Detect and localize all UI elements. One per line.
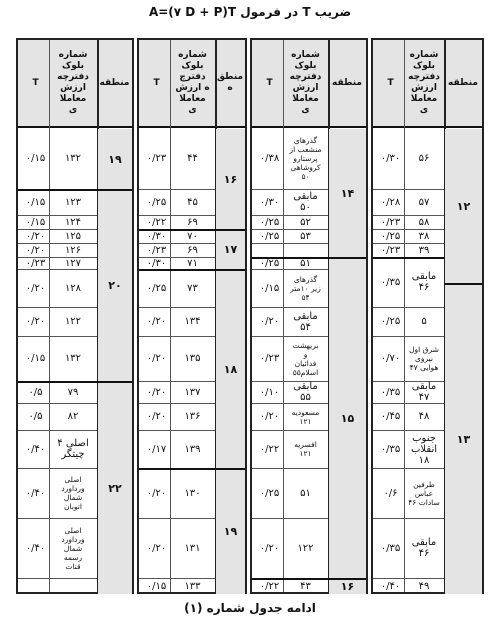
table-block bbox=[371, 38, 484, 594]
block-number-cell: ۷۹ bbox=[67, 386, 79, 398]
region-cell: ۱۷ bbox=[216, 230, 245, 269]
t-value-cell: ۰/۷۰ bbox=[380, 353, 401, 364]
t-value-cell: ۰/۲۳ bbox=[380, 216, 401, 228]
t-value-cell bbox=[18, 578, 53, 594]
t-value-cell: ۰/۲۳ bbox=[259, 353, 280, 364]
block-number-cell: ۵۲ bbox=[300, 216, 311, 228]
t-value-cell: ۰/۲۰ bbox=[146, 316, 167, 327]
t-value-cell: ۰/۶ bbox=[383, 487, 398, 499]
column-header-region: منطق ه bbox=[215, 40, 245, 126]
t-value-cell: ۰/۲۲ bbox=[259, 443, 280, 455]
column-header-t: T bbox=[252, 40, 287, 126]
region-divider bbox=[328, 257, 366, 259]
region-cell: ۱۹ bbox=[98, 129, 132, 189]
t-value-cell: ۰/۱۵ bbox=[25, 196, 46, 208]
t-value-cell: ۰/۲۰ bbox=[25, 244, 46, 256]
t-value-cell: ۰/۱۷ bbox=[146, 443, 167, 455]
block-number-cell: ۶۹ bbox=[187, 216, 198, 228]
block-number-cell: ۱۳۳ bbox=[184, 580, 201, 592]
t-value-cell: ۰/۲۸ bbox=[380, 196, 401, 208]
t-value-cell: ۰/۲۵ bbox=[380, 230, 401, 242]
column-header-region: منطقه bbox=[97, 40, 132, 126]
t-value-cell: ۰/۲۰ bbox=[259, 542, 280, 554]
block-number-cell: ۷۳ bbox=[187, 282, 198, 294]
column-header-t: T bbox=[139, 40, 174, 126]
block-number-cell: طرفین عباس سادات ۴۶ bbox=[408, 479, 440, 507]
t-value-cell: ۰/۱۵ bbox=[25, 153, 46, 164]
block-number-cell: ۱۲۲ bbox=[64, 316, 82, 327]
t-value-cell: ۰/۲۰ bbox=[259, 411, 280, 422]
t-value-cell: ۰/۱۵ bbox=[25, 216, 46, 228]
block-number-cell: ۱۲۲ bbox=[297, 542, 314, 554]
page-title: ضریب T در فرمول A=(۷ D + P)T bbox=[148, 5, 352, 19]
t-value-cell: ۰/۲۲ bbox=[259, 580, 280, 592]
t-value-cell: ۰/۳۰ bbox=[259, 196, 280, 208]
block-number-cell: مابقی ۵۴ bbox=[293, 310, 318, 333]
block-number-cell: ۱۲۷ bbox=[64, 257, 82, 269]
block-number-cell: ۶۹ bbox=[187, 244, 198, 256]
block-number-cell: ۱۳۷ bbox=[184, 386, 201, 398]
t-value-cell: ۰/۲۰ bbox=[25, 230, 46, 242]
column-header-block: شماره بلوک دفترچ ه ارزش معاملا ی bbox=[170, 40, 215, 126]
block-number-cell: مابقی ۴۶ bbox=[411, 537, 437, 559]
t-value-cell: ۰/۴۵ bbox=[380, 411, 401, 422]
block-number-cell: ۴۵ bbox=[187, 196, 198, 208]
column-header-block: شماره بلوک دفترچه ارزش معاملا ی bbox=[283, 40, 328, 126]
region-cell: ۱۲ bbox=[445, 129, 482, 283]
block-number-cell: ۳۸ bbox=[418, 230, 430, 242]
t-value-cell: ۰/۲۰ bbox=[259, 316, 280, 327]
block-number-cell: ۸۲ bbox=[67, 411, 79, 422]
block-number-cell: جنوب انقلاب ۱۸ bbox=[411, 432, 438, 466]
region-cell: ۱۸ bbox=[216, 270, 245, 468]
block-number-cell: مابقی ۵۵ bbox=[293, 381, 318, 403]
block-number-cell: ۷۱ bbox=[187, 257, 198, 269]
t-value-cell: ۰/۱۵ bbox=[25, 353, 46, 364]
column-header-block: شماره بلوک دفترچه ارزش معاملا ی bbox=[404, 40, 444, 126]
block-number-cell: مسعودیه ۱۲۱ bbox=[291, 407, 320, 426]
t-value-cell: ۰/۱۵ bbox=[146, 580, 167, 592]
region-divider bbox=[215, 229, 245, 231]
column-header-block: شماره بلوک دفترچه ارزش معاملا ی bbox=[49, 40, 97, 126]
region-cell: ۱۳ bbox=[445, 284, 482, 594]
region-cell: ۲۰ bbox=[98, 190, 132, 381]
block-number-cell: بریهشت و فدائیان اسلام۵۵ bbox=[292, 340, 319, 377]
block-number-cell: ۱۳۲ bbox=[64, 153, 82, 164]
block-number-cell: ۴۴ bbox=[187, 153, 198, 164]
t-value-cell: ۰/۲۳ bbox=[146, 244, 167, 256]
block-number-cell: ۴۸ bbox=[418, 411, 430, 422]
t-value-cell: ۰/۵ bbox=[28, 386, 43, 398]
t-value-cell: ۰/۲۵ bbox=[380, 316, 401, 327]
block-number-cell: ۴۳ bbox=[300, 580, 311, 592]
block-number-cell: مابقی ۴۶ bbox=[411, 271, 437, 293]
table-continuation-caption: ادامه جدول شماره (۱) bbox=[184, 601, 316, 615]
block-number-cell: ۱۲۳ bbox=[64, 196, 82, 208]
block-number-cell: ۳۹ bbox=[418, 244, 430, 256]
region-cell: ۱۴ bbox=[329, 129, 366, 257]
column-header-region: منطقه bbox=[444, 40, 482, 126]
t-value-cell: ۰/۵ bbox=[28, 411, 43, 422]
t-value-cell: ۰/۲۳ bbox=[25, 257, 46, 269]
block-number-cell: ۴۹ bbox=[418, 580, 430, 592]
block-number-cell: ۱۲۴ bbox=[64, 216, 82, 228]
block-number-cell: ۱۳۲ bbox=[64, 353, 82, 364]
t-value-cell: ۰/۱۵ bbox=[259, 282, 280, 294]
column-header-t: T bbox=[18, 40, 53, 126]
t-value-cell: ۰/۳۸ bbox=[259, 153, 280, 164]
t-value-cell bbox=[252, 243, 287, 257]
t-value-cell: ۰/۳۰ bbox=[146, 230, 167, 242]
region-cell: ۱۹ bbox=[216, 469, 245, 594]
t-value-cell: ۰/۲۵ bbox=[259, 487, 280, 499]
block-number-cell: گذرهای منشعب از پرستارو کروشاهی ۵۰ bbox=[289, 136, 322, 181]
block-number-cell: ۵ bbox=[421, 316, 427, 327]
block-number-cell: مابقی ۴۷ bbox=[411, 381, 437, 403]
t-value-cell: ۰/۲۵ bbox=[259, 257, 280, 269]
t-value-cell: ۰/۱۰ bbox=[259, 386, 280, 398]
t-value-cell: ۰/۲۰ bbox=[146, 411, 167, 422]
region-divider bbox=[444, 283, 482, 285]
t-value-cell: ۰/۳۰ bbox=[146, 257, 167, 269]
block-number-cell bbox=[283, 243, 328, 257]
column-header-region: منطقه bbox=[328, 40, 366, 126]
block-number-cell: ۱۲۵ bbox=[64, 230, 82, 242]
block-number-cell: ۷۰ bbox=[187, 230, 198, 242]
table-block bbox=[250, 38, 368, 594]
t-value-cell: ۰/۲۰ bbox=[146, 487, 167, 499]
t-value-cell: ۰/۴۰ bbox=[25, 443, 46, 455]
t-value-cell: ۰/۲۰ bbox=[146, 353, 167, 364]
block-number-cell: ۱۳۱ bbox=[184, 542, 201, 554]
region-divider bbox=[215, 269, 245, 271]
t-value-cell: ۰/۳۵ bbox=[380, 276, 401, 288]
block-number-cell: مابقی ۵۰ bbox=[293, 191, 318, 213]
block-number-cell: ۵۳ bbox=[300, 230, 311, 242]
region-divider bbox=[97, 381, 132, 383]
table-block bbox=[137, 38, 247, 594]
t-value-cell: ۰/۴۰ bbox=[25, 542, 46, 554]
t-value-cell: ۰/۲۵ bbox=[259, 216, 280, 228]
block-number-cell: اصلی ورداورد شمال اتوبان bbox=[61, 475, 85, 511]
t-value-cell: ۰/۲۵ bbox=[146, 196, 167, 208]
region-divider bbox=[215, 468, 245, 470]
region-cell: ۱۵ bbox=[329, 258, 366, 578]
block-number-cell: ۱۳۹ bbox=[184, 443, 201, 455]
table-block bbox=[16, 38, 134, 594]
block-number-cell: شرق اول نیروی هوایی ۴۷ bbox=[409, 345, 439, 372]
t-value-cell: ۰/۲۰ bbox=[25, 282, 46, 294]
t-value-cell: ۰/۲۰ bbox=[25, 316, 46, 327]
block-number-cell: ۵۸ bbox=[418, 216, 430, 228]
block-number-cell bbox=[49, 578, 97, 594]
block-number-cell: ۵۱ bbox=[300, 257, 311, 269]
block-number-cell: ۱۳۶ bbox=[184, 411, 201, 422]
block-number-cell: ۵۷ bbox=[418, 196, 430, 208]
t-value-cell: ۰/۲۵ bbox=[146, 282, 167, 294]
t-value-cell: ۰/۴۰ bbox=[25, 487, 46, 499]
block-number-cell: ۱۳۵ bbox=[184, 353, 201, 364]
t-value-cell: ۰/۳۰ bbox=[380, 153, 401, 164]
region-cell: ۱۶ bbox=[329, 579, 366, 594]
t-value-cell: ۰/۲۰ bbox=[146, 542, 167, 554]
t-value-cell: ۰/۲۳ bbox=[380, 244, 401, 256]
block-number-cell: ۱۳۰ bbox=[184, 487, 201, 499]
block-number-cell: افسریه ۱۲۱ bbox=[294, 440, 317, 458]
region-divider bbox=[328, 578, 366, 580]
region-cell: ۲۲ bbox=[98, 382, 132, 594]
block-number-cell: ۱۲۶ bbox=[64, 244, 82, 256]
block-number-cell: اصلی ۴ چیتگر bbox=[57, 438, 89, 460]
t-value-cell: ۰/۳۵ bbox=[380, 386, 401, 398]
t-value-cell: ۰/۲۲ bbox=[146, 216, 167, 228]
block-number-cell: ۱۲۸ bbox=[64, 282, 82, 294]
block-number-cell: گذرهای زیر ۱۰متر ۵۴ bbox=[290, 274, 321, 302]
column-header-t: T bbox=[373, 40, 408, 126]
block-number-cell: ۱۳۴ bbox=[184, 316, 201, 327]
block-number-cell: اصلی ورداورد شمال رسمه قنات bbox=[61, 525, 85, 571]
region-cell: ۱۶ bbox=[216, 129, 245, 229]
t-value-cell: ۰/۲۵ bbox=[259, 230, 280, 242]
t-value-cell: ۰/۳۵ bbox=[380, 542, 401, 554]
t-value-cell: ۰/۴۰ bbox=[380, 580, 401, 592]
t-value-cell: ۰/۲۰ bbox=[146, 386, 167, 398]
region-divider bbox=[97, 189, 132, 191]
block-number-cell: ۵۱ bbox=[300, 487, 311, 499]
block-number-cell: ۵۶ bbox=[418, 153, 430, 164]
t-value-cell: ۰/۳۵ bbox=[380, 443, 401, 455]
t-value-cell: ۰/۲۳ bbox=[146, 153, 167, 164]
